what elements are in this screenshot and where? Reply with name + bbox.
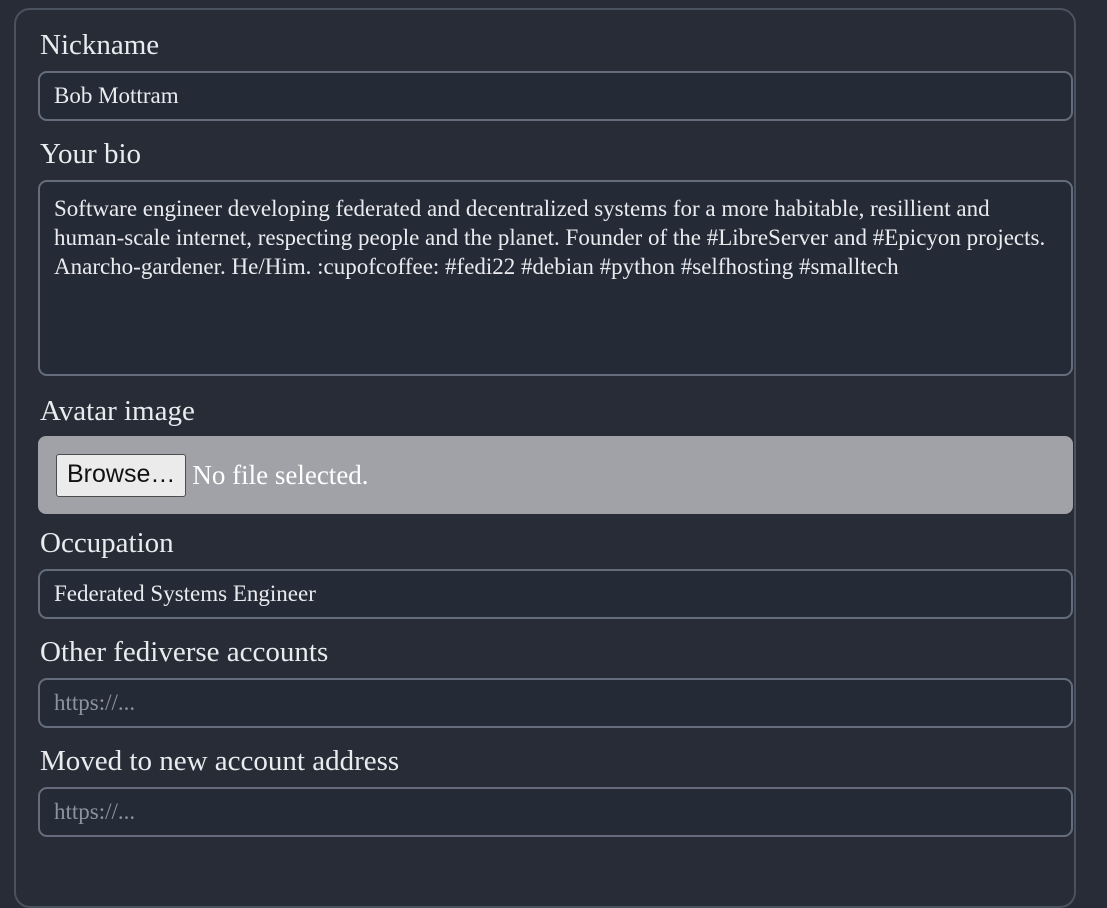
bio-textarea[interactable]: [38, 180, 1073, 376]
other-fediverse-accounts-label: Other fediverse accounts: [40, 636, 329, 669]
bio-label: Your bio: [40, 137, 142, 170]
avatar-image-label: Avatar image: [40, 394, 195, 427]
moved-to-new-account-label: Moved to new account address: [40, 744, 400, 777]
nickname-input[interactable]: [38, 71, 1073, 121]
moved-to-new-account-input[interactable]: [38, 787, 1073, 837]
avatar-file-picker[interactable]: [38, 436, 1073, 514]
other-fediverse-accounts-input[interactable]: [38, 678, 1073, 728]
occupation-label: Occupation: [40, 527, 174, 560]
profile-edit-panel: [14, 8, 1076, 908]
occupation-input[interactable]: [38, 569, 1073, 619]
browse-button[interactable]: Browse…: [56, 454, 186, 497]
nickname-label: Nickname: [40, 29, 160, 61]
file-selection-status: No file selected.: [192, 459, 369, 490]
